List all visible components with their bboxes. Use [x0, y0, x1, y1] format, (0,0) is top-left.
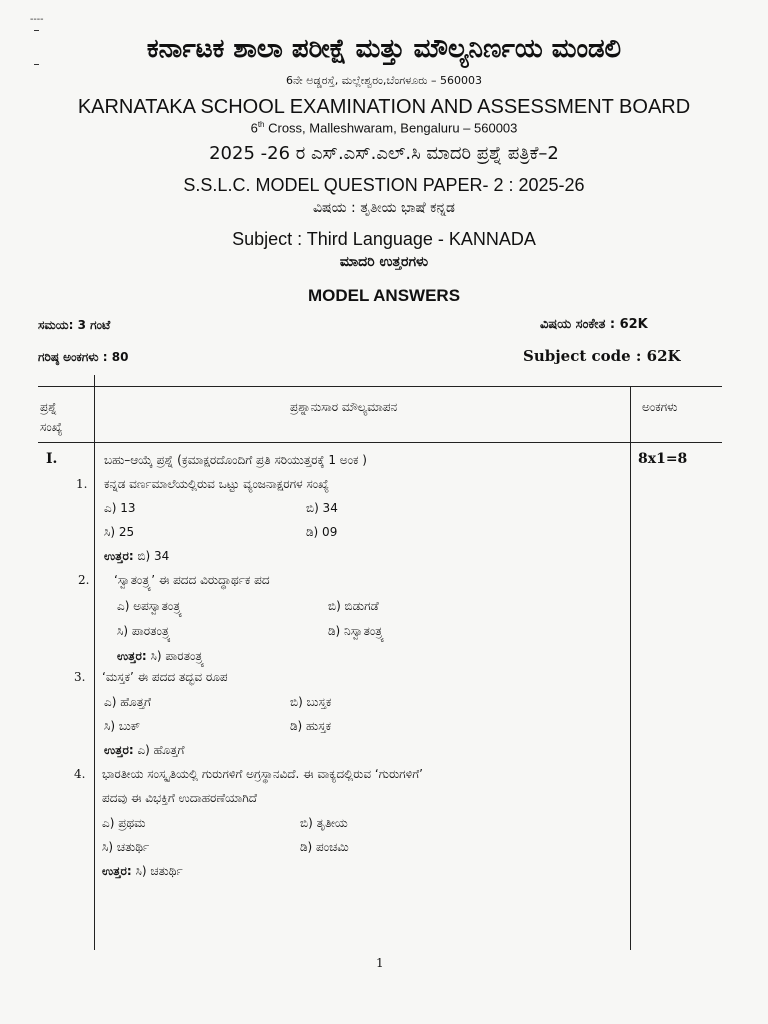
board-name-english: KARNATAKA SCHOOL EXAMINATION AND ASSESSMENT BOARD: [77, 96, 691, 118]
board-address-kannada: 6ನೇ ಅಡ್ಡರಸ್ತೆ, ಮಲ್ಲೇಶ್ವರಂ,ಬೆಂಗಳೂರು – 560003: [285, 74, 482, 87]
section-marks: 8x1=8: [638, 451, 688, 467]
question-text: ‘ಸ್ವಾತಂತ್ರ್ಯ’ ಈ ಪದದ ವಿರುದ್ಧಾರ್ಥಕ ಪದ: [114, 573, 270, 587]
board-address-english: 6th Cross, Malleshwaram, Bengaluru – 560003: [250, 120, 518, 136]
column-divider: [630, 386, 631, 950]
option-d: ಡಿ) ನಿಸ್ವಾತಂತ್ರ್ಯ: [328, 624, 385, 638]
answer-line: ಉತ್ತರ: ಎ) ಹೊತ್ತಗೆ: [104, 743, 185, 757]
option-c: ಸಿ) 25: [104, 525, 135, 539]
page-number: 1: [376, 956, 384, 970]
option-b: ಬಿ) 34: [306, 501, 338, 515]
section-instructions: ಬಹು–ಆಯ್ಕೆ ಪ್ರಶ್ನೆ (ಕ್ರಮಾಕ್ಷರದೊಂದಿಗೆ ಪ್ರತಿ ಸರಿಯುತ್ತರಕ್ಕೆ 1 ಅಂಕ ): [104, 453, 367, 467]
scan-mark: ----: [30, 14, 44, 25]
answer-line: ಉತ್ತರ: ಸಿ) ಪಾರತಂತ್ರ್ಯ: [117, 649, 205, 663]
question-text: ಭಾರತೀಯ ಸಂಸ್ಕೃತಿಯಲ್ಲಿ ಗುರುಗಳಿಗೆ ಅಗ್ರಸ್ಥಾನವಿದೆ. ಈ ವಾಕ್ಯದಲ್ಲಿರುವ ‘ಗುರುಗಳಿಗೆ’: [102, 767, 423, 781]
option-d: ಡಿ) ಹುಸ್ತಕ: [290, 719, 331, 733]
question-number: 3.: [74, 670, 86, 684]
option-c: ಸಿ) ಬುಕ್: [104, 719, 141, 733]
column-header-question-no: ಪ್ರಶ್ನೆ: [40, 400, 57, 414]
board-name-kannada: ಕರ್ನಾಟಕ ಶಾಲಾ ಪರೀಕ್ಷೆ ಮತ್ತು ಮೌಲ್ಯನಿರ್ಣಯ ಮಂಡಲಿ: [146, 34, 622, 64]
option-b: ಬಿ) ಬಿಡುಗಡೆ: [328, 599, 379, 613]
maximum-marks: ಗರಿಷ್ಠ ಅಂಕಗಳು : 80: [38, 350, 129, 364]
exam-duration: ಸಮಯ: 3 ಗಂಟೆ: [38, 318, 111, 332]
section-number: I.: [46, 451, 58, 467]
subject-code-kannada: ವಿಷಯ ಸಂಕೇತ : 62K: [540, 317, 648, 332]
answer-line: ಉತ್ತರ: ಬಿ) 34: [104, 549, 170, 563]
option-c: ಸಿ) ಪಾರತಂತ್ರ್ಯ: [117, 624, 171, 638]
question-text-continued: ಪದವು ಈ ವಿಭಕ್ತಿಗೆ ಉದಾಹರಣೆಯಾಗಿದೆ: [102, 791, 258, 805]
answer-line: ಉತ್ತರ: ಸಿ) ಚತುರ್ಥಿ: [102, 864, 183, 878]
option-a: ಎ) ಅಪಸ್ವಾತಂತ್ರ್ಯ: [117, 599, 183, 613]
subject-kannada: ವಿಷಯ : ತೃತೀಯ ಭಾಷೆ ಕನ್ನಡ: [313, 200, 455, 216]
table-top-rule: [38, 386, 722, 387]
model-answers-kannada: ಮಾದರಿ ಉತ್ತರಗಳು: [339, 254, 429, 270]
option-d: ಡಿ) ಪಂಚಮಿ: [300, 840, 349, 854]
option-a: ಎ) ಪ್ರಥಮ: [102, 816, 146, 830]
margin-tick: [34, 30, 39, 31]
paper-title-kannada: 2025 -26 ರ ಎಸ್.ಎಸ್.ಎಲ್.ಸಿ ಮಾದರಿ ಪ್ರಶ್ನೆ ಪತ್ರಿಕೆ–2: [209, 143, 559, 164]
paper-title-english: S.S.L.C. MODEL QUESTION PAPER- 2 : 2025-26: [183, 175, 585, 195]
subject-code-english: Subject code : 62K: [523, 347, 681, 365]
option-b: ಬಿ) ಬುಸ್ತಕ: [290, 695, 332, 709]
question-text: ‘ಮಸ್ತಕ’ ಈ ಪದದ ತದ್ಭವ ರೂಪ: [102, 670, 228, 684]
option-c: ಸಿ) ಚತುರ್ಥಿ: [102, 840, 150, 854]
table-header-rule: [38, 442, 722, 443]
model-answers-english: MODEL ANSWERS: [307, 286, 461, 305]
subject-english: Subject : Third Language - KANNADA: [232, 229, 536, 249]
option-a: ಎ) ಹೊತ್ತಗೆ: [104, 695, 152, 709]
question-text: ಕನ್ನಡ ವರ್ಣಮಾಲೆಯಲ್ಲಿರುವ ಒಟ್ಟು ವ್ಯಂಜನಾಕ್ಷರಗಳ ಸಂಖ್ಯೆ: [104, 477, 329, 491]
column-header-marks: ಅಂಕಗಳು: [642, 400, 678, 414]
column-divider: [94, 375, 95, 950]
question-number: 2.: [78, 573, 90, 587]
option-a: ಎ) 13: [104, 501, 136, 515]
question-number: 1.: [76, 477, 88, 491]
option-d: ಡಿ) 09: [306, 525, 338, 539]
column-header-question-no: ಸಂಖ್ಯೆ: [40, 420, 63, 434]
column-header-evaluation: ಪ್ರಶ್ನಾನುಸಾರ ಮೌಲ್ಯಮಾಪನ: [290, 400, 398, 414]
option-b: ಬಿ) ತೃತೀಯ: [300, 816, 348, 830]
question-number: 4.: [74, 767, 86, 781]
